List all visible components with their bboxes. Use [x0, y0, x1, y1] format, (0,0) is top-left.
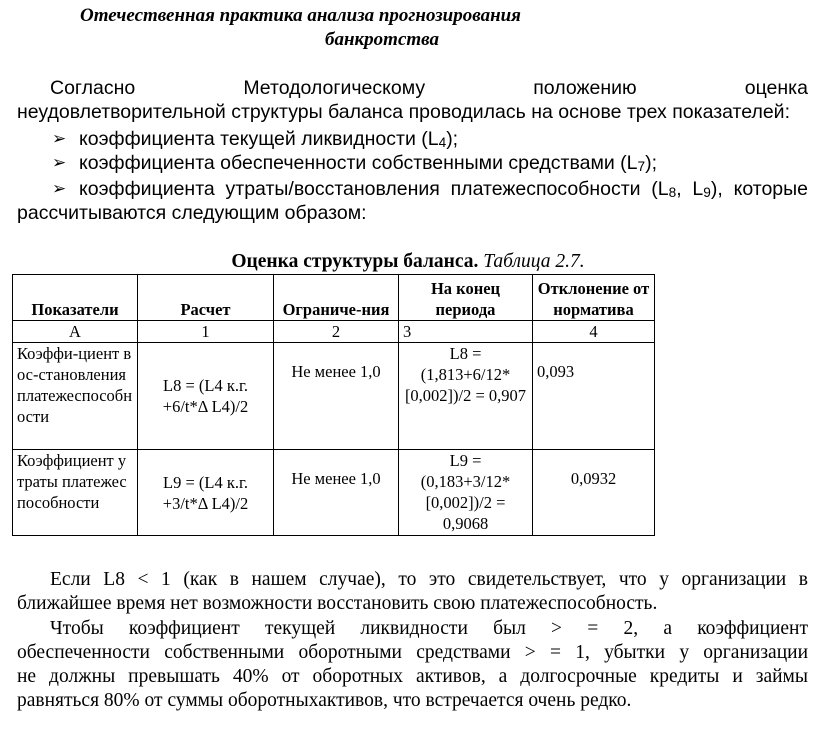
header-cell: Расчет	[138, 275, 274, 321]
intro-word: Методологическому	[243, 77, 426, 99]
table-cell: Не менее 1,0	[274, 343, 399, 450]
balance-structure-table	[12, 274, 655, 536]
table-cell: L9 = (L4 к.г. +3/t*Δ L4)/2	[138, 450, 274, 536]
intro-line-2: неудовлетворительной структуры баланса проводилась на основе трех показателей:	[17, 101, 790, 123]
intro-word: Согласно	[50, 77, 136, 99]
arrow-bullet-icon: ➢	[52, 129, 67, 148]
table-cell: Коэффициент утраты платежеспособности	[13, 450, 138, 536]
table-cell: 1	[138, 321, 274, 343]
bullet-3-continuation: рассчитываются следующим образом:	[17, 202, 367, 224]
table-cell: 0,0932	[533, 450, 655, 536]
table-cell: А	[13, 321, 138, 343]
header-cell: На конец периода	[399, 275, 533, 321]
header-cell: Ограниче-ния	[274, 275, 399, 321]
table-header-row	[13, 275, 655, 321]
conclusion-paragraph-2: Чтобы коэффициент текущей ликвидности был > = 2, а коэффициент обеспеченности собственными оборотными средствами > = 1, убытки у организации не должны превышать 40% от оборотных активов, а долгосрочные кредиты и займы равняться 80% от суммы оборотныхактивов, что встречается очень редко.	[17, 618, 808, 711]
table-cell: 3	[399, 321, 533, 343]
table-cell: Не менее 1,0	[274, 450, 399, 536]
table-cell: 4	[533, 321, 655, 343]
heading-line-2: банкротства	[325, 29, 440, 50]
table-cell: 2	[274, 321, 399, 343]
table-cell: Коэффи-циент вос-становления платежеспособности	[13, 343, 138, 450]
bullet-item: ➢ коэффициента утраты/восстановления платежеспособности ($L_8$, $L_9$), которые рассчитываются следующим образом:	[17, 178, 808, 224]
intro-word: оценка	[744, 77, 808, 99]
table-cell: L8 = (L4 к.г. +6/t*Δ L4)/2	[138, 343, 274, 450]
header-cell: Показатели	[13, 275, 138, 321]
table-cell: L9 = (0,183+3/12*[0,002])/2 = 0,9068	[399, 450, 533, 536]
table-cell: L8 = (1,813+6/12*[0,002])/2 = 0,907	[399, 343, 533, 450]
bullet-item: ➢ коэффициента текущей ликвидности $(L_4)$;	[52, 128, 459, 150]
intro-paragraph	[17, 76, 808, 124]
header-cell: Отклонение от норматива	[533, 275, 655, 321]
conclusion-paragraph-1: Если L8 < 1 (как в нашем случае), то это свидетельствует, что у организации в ближайшее время нет возможности восстановить свою платежеспособность.	[17, 569, 808, 614]
table-row	[13, 450, 655, 536]
table-row	[13, 343, 655, 450]
table-caption: Оценка структуры баланса. Таблица 2.7.	[231, 251, 585, 272]
table-index-row	[13, 321, 655, 343]
table-cell: 0,093	[533, 343, 655, 450]
arrow-bullet-icon: ➢	[52, 153, 67, 172]
bullet-item: ➢ коэффициента обеспеченности собственными средствами $(L_7)$;	[52, 152, 658, 174]
intro-word: положению	[533, 77, 637, 99]
heading-line-1: Отечественная практика анализа прогнозирования	[80, 5, 521, 26]
arrow-bullet-icon: ➢	[52, 179, 67, 198]
